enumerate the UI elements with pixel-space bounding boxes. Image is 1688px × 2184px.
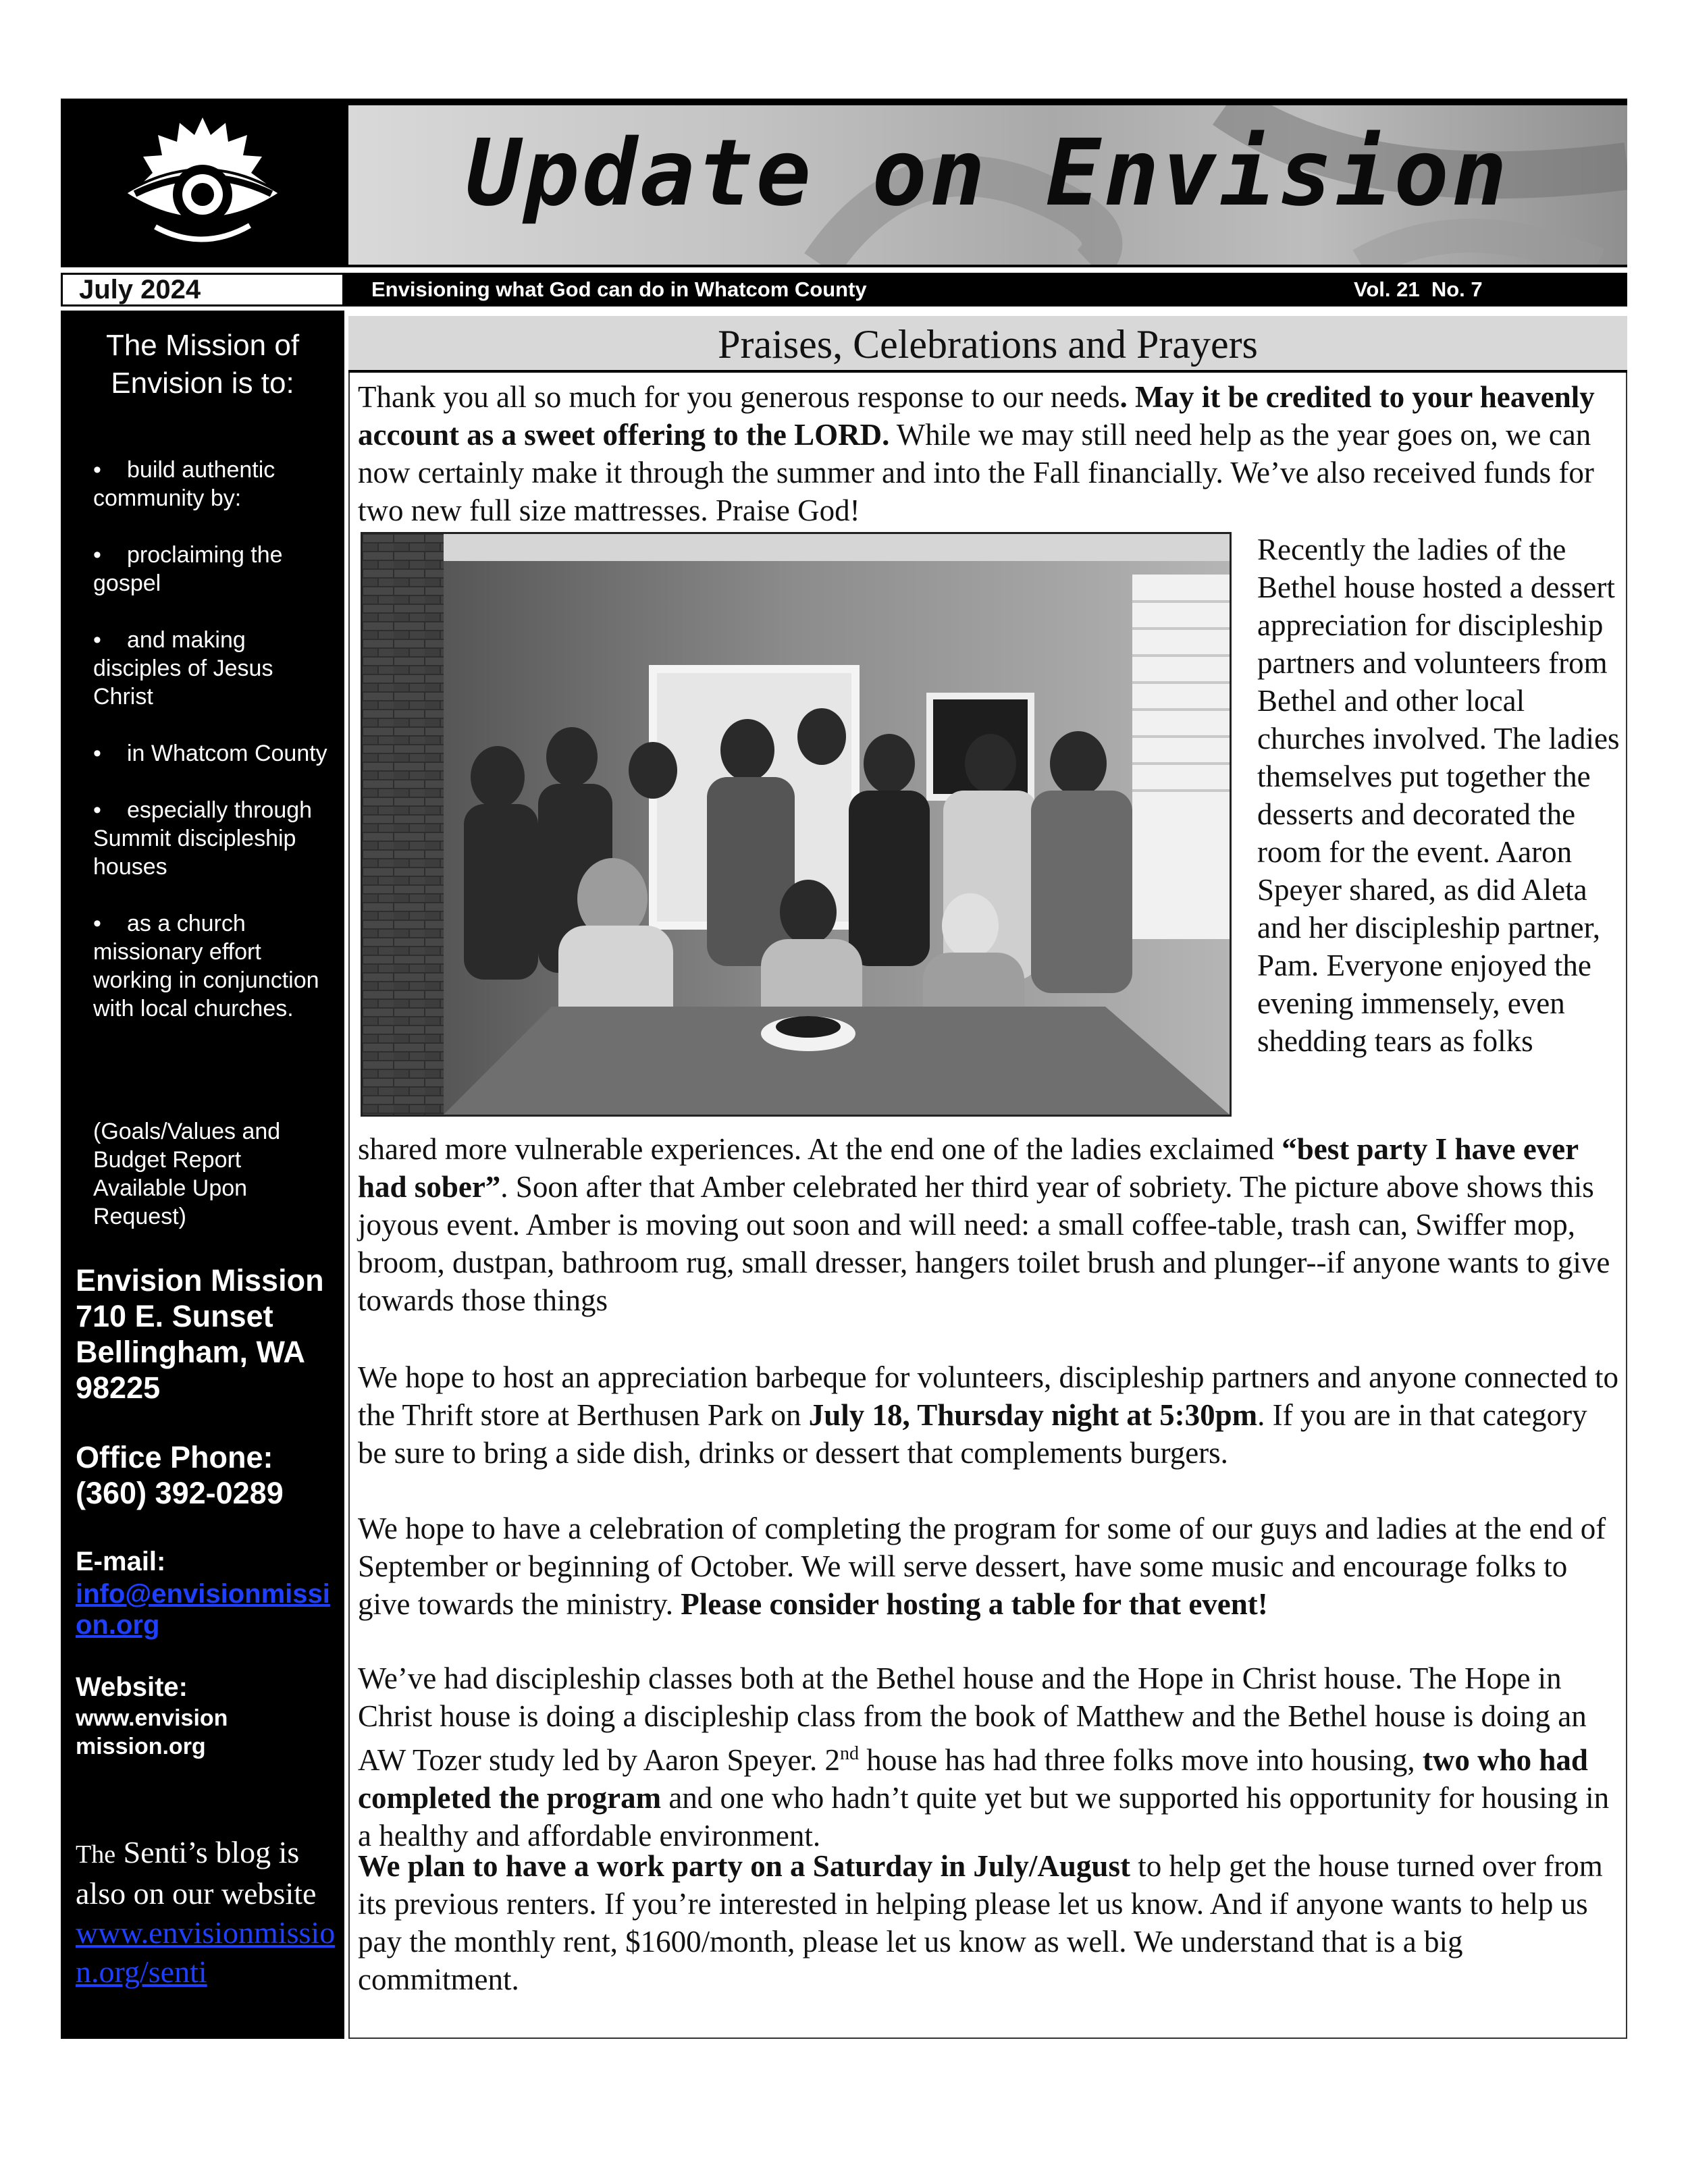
title-banner	[348, 105, 1627, 265]
bullet-icon: •	[93, 911, 101, 936]
blog-the: The	[76, 1840, 116, 1869]
mission-heading: The Mission of Envision is to:	[105, 329, 300, 400]
mission-list	[93, 456, 336, 1051]
bullet-icon: •	[93, 457, 101, 483]
website-url: www.envision mission.org	[76, 1705, 228, 1759]
paragraph-discipleship-classes: We’ve had discipleship classes both at the Bethel house and the Hope in Christ house. The Hope in Christ house is doing a discipleship class from the book of Matthew and the Bethel house is doing an AW Tozer study led by Aaron Speyer. 2nd house has had three folks move into housing, two who had completed the program and one who hadn’t quite yet but we supported his opportunity for housing in a healthy and affordable environment.	[358, 1661, 1610, 1853]
bullet-icon: •	[93, 627, 101, 653]
paragraph-work-party: We plan to have a work party on a Saturday in July/August to help get the house turned over from its previous renters. If you’re interested in helping please let us know. And if anyone wants to help us pay the monthly rent, $1600/month, please let us know as well. We understand that is a big commitment.	[358, 1849, 1603, 1996]
paragraph-celebration: We hope to have a celebration of completing the program for some of our guys and ladies at the end of September or beginning of October. We will serve dessert, have some music and encourage folks to give towards the ministry. Please consider hosting a table for that event!	[358, 1512, 1606, 1621]
email-label: E-mail:	[76, 1547, 166, 1576]
group-photo	[361, 532, 1232, 1117]
paragraph-dessert-event-continued: shared more vulnerable experiences. At the end one of the ladies exclaimed “best party I have ever had sober”. Soon after that Amber celebrated her third year of sobriety. The picture above shows this joyous event. Amber is moving out soon and will need: a small coffee-table, trash can, Swiffer mop, broom, dustpan, bathroom rug, small dresser, hangers toilet brush and plunger--if anyone wants to give towards those things	[358, 1132, 1610, 1317]
bullet-icon: •	[93, 741, 101, 766]
email-link[interactable]: info@envisionmission.org	[76, 1579, 330, 1640]
city-state: Bellingham, WA	[76, 1335, 306, 1369]
mission-item: • proclaiming the gospel	[93, 542, 283, 596]
org-name: Envision Mission	[76, 1263, 324, 1298]
paragraph-dessert-event: Recently the ladies of the Bethel house hosted a dessert appreciation for discipleship partners and volunteers from Bethel and other local churches involved. The ladies themselves put together the desserts and decorated the room for the event. Aaron Speyer shared, as did Aleta and her discipleship partner, Pam. Everyone enjoyed the evening immensely, even shedding tears as folks	[1257, 533, 1620, 1058]
tagline: Envisioning what God can do in Whatcom County	[371, 277, 867, 301]
group-photo-image	[363, 534, 1230, 1115]
issue-date: July 2024	[61, 273, 344, 307]
bullet-icon: •	[93, 797, 101, 823]
paragraph-barbeque: We hope to host an appreciation barbeque for volunteers, discipleship partners and anyone connected to the Thrift store at Berthusen Park on July 18, Thursday night at 5:30pm. If you are in that category be sure to bring a side dish, drinks or dessert that complements burgers.	[358, 1360, 1618, 1470]
mission-item: • build authentic community by:	[93, 457, 275, 511]
mission-item: • especially through Summit discipleship houses	[93, 797, 313, 880]
blog-text: Senti’s blog is also on our website	[76, 1835, 317, 1911]
tagline-bar	[344, 273, 1627, 307]
contact-info	[76, 1262, 339, 1761]
envision-logo	[61, 99, 344, 267]
sidebar	[61, 311, 344, 2039]
goals-note: (Goals/Values and Budget Report Available Upon Request)	[93, 1119, 281, 1229]
section-heading: Praises, Celebrations and Prayers	[348, 316, 1627, 373]
phone-label: Office Phone:	[76, 1440, 273, 1474]
mission-item: • in Whatcom County	[93, 741, 327, 766]
zip-code: 98225	[76, 1370, 161, 1405]
mission-item: • as a church missionary effort working in conjunction with local churches.	[93, 911, 319, 1021]
volume-number: Vol. 21 No. 7	[1354, 277, 1483, 301]
mission-item: • and making disciples of Jesus Christ	[93, 627, 273, 710]
blog-link[interactable]: www.envisionmission.org/senti	[76, 1915, 336, 1989]
bullet-icon: •	[93, 542, 101, 568]
street-address: 710 E. Sunset	[76, 1299, 273, 1333]
website-label: Website:	[76, 1672, 188, 1702]
phone-number: (360) 392-0289	[76, 1476, 284, 1510]
eye-logo-icon	[61, 99, 344, 267]
paragraph-thanks: Thank you all so much for you generous response to our needs. May it be credited to your heavenly account as a sweet offering to the LORD. While we may still need help as the year goes on, we can now certainly make it through the summer and into the Fall financially. We’ve also received funds for two new full size mattresses. Praise God!	[358, 380, 1595, 527]
blog-note	[76, 1833, 339, 1992]
newsletter-title: Update on Envision	[466, 120, 1510, 227]
